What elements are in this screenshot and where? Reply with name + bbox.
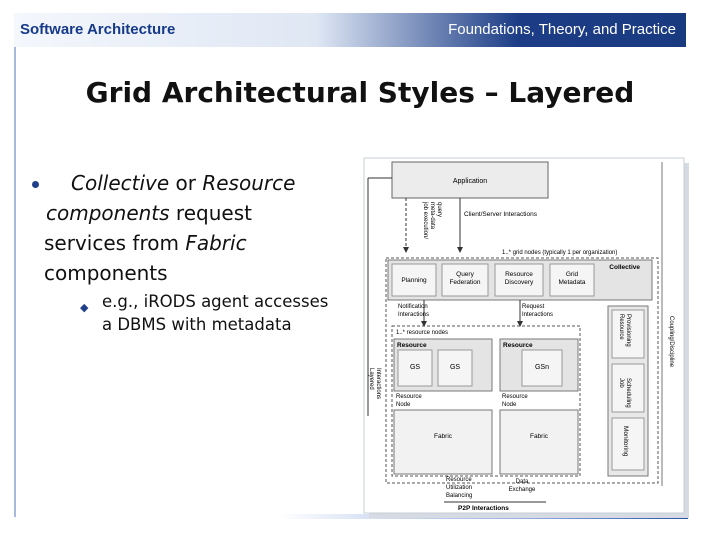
query-federation-label: Federation [449,279,481,286]
gsn-label: GSn [534,364,550,371]
ru-label: Balancing [446,493,473,499]
notification-label: Interactions [398,312,430,318]
job-scheduling-label: Job [618,378,624,388]
bullet-text: Fabric [185,231,247,255]
collective-label: Collective [609,264,640,271]
request-label: Request [522,304,545,310]
resource-label: Resource [397,342,427,349]
course-title: Software Architecture [20,21,176,38]
resource-node-label: Node [502,402,517,408]
resource-node-label: Resource [502,394,528,400]
bullet-text: services from [44,231,186,255]
resource-node-label: Resource [396,394,422,400]
fabric-label: Fabric [433,433,453,440]
bullet-text: request [169,201,252,225]
bullet-item-1 [46,168,346,288]
bullet-text: a DBMS with metadata [102,315,292,334]
request-label: Interactions [522,312,554,318]
planning-label: Planning [401,277,427,284]
gs-label: GS [409,364,421,371]
coupling-label: Coupling/Discipline [668,316,674,368]
fabric-box-left [394,410,492,474]
monitoring-label: Monitoring [622,426,629,457]
notification-label: Notification [398,304,428,310]
grid-metadata-label: Grid [565,271,579,278]
bullet-text: e.g., iRODS agent accesses [102,292,329,311]
resource-provisioning-label: Provisioning [625,314,631,347]
query-federation-label: Query [456,271,474,278]
application-label: Application [452,178,488,185]
resource-provisioning-label: Resource [618,314,624,340]
job-exec-label: job execution/ [422,202,428,240]
coupling-group [668,316,674,368]
job-scheduling-label: Scheduling [625,378,631,408]
data-exchange-label: Data [515,479,529,485]
layered-label: Layered [368,368,374,390]
grid-metadata-label: Metadata [558,279,586,286]
grid-nodes-label: 1..* grid nodes (typically 1 per organization) [502,250,618,256]
monitoring-group [622,426,629,457]
left-rule [14,47,16,517]
data-exchange-label: Exchange [508,487,536,493]
resource-discovery-label: Resource [505,271,533,278]
gs-label: GS [449,364,461,371]
client-server-label: Client/Server Interactions [464,211,537,218]
bullet-text: Collective [71,171,170,195]
fabric-label: Fabric [529,433,549,440]
resource-discovery-label: Discovery [504,279,534,286]
resource-label: Resource [503,342,533,349]
ru-label: Resource [446,477,472,483]
ru-label: Utilization [446,485,473,491]
grid-layered-diagram [362,156,694,522]
meta-data-label: meta-data [429,202,435,230]
bullet-dot [32,181,39,188]
p2p-label: P2P Interactions [458,505,509,512]
book-subtitle: Foundations, Theory, and Practice [448,21,676,38]
bullet-text: Resource [202,171,296,195]
bullet-text: components [44,261,168,285]
bullet-text: components [46,201,170,225]
sub-bullet-icon: ◆ [80,301,89,314]
resource-nodes-label: 1..* resource nodes [396,330,449,336]
layered-label: Interactions [375,368,381,400]
bullet-item-2 [80,290,362,336]
fabric-box-right [500,410,578,474]
bullet-text: or [169,171,203,195]
query-label: query [436,202,442,218]
slide-title: Grid Architectural Styles – Layered [85,76,635,109]
resource-node-label: Node [396,402,411,408]
